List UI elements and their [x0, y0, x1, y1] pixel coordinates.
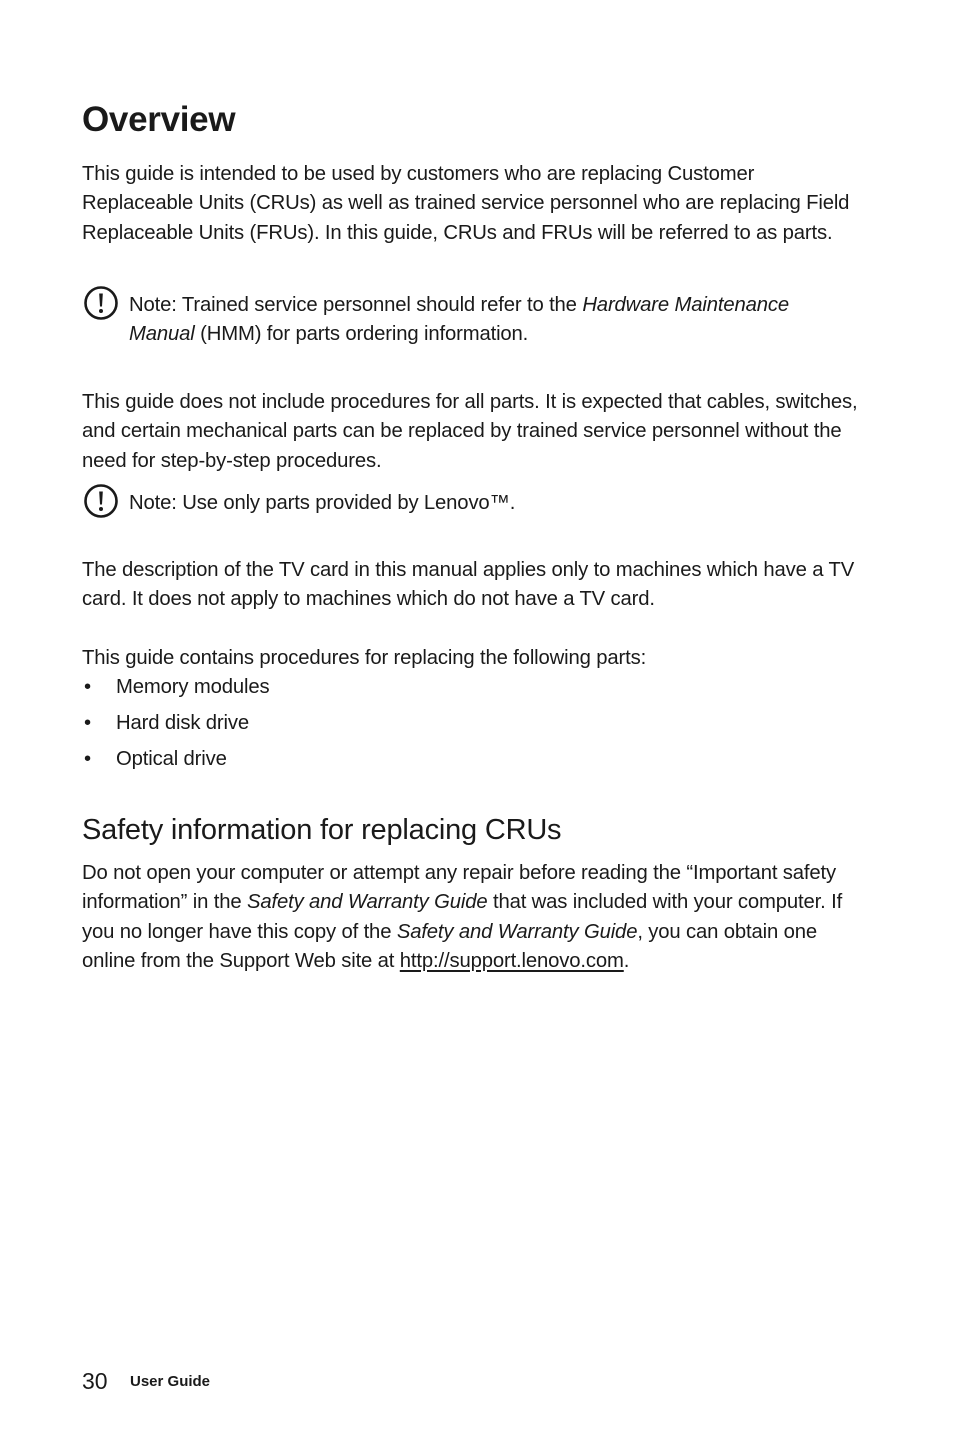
list-item — [82, 745, 269, 781]
attention-icon — [83, 483, 119, 519]
note-label: Note: — [129, 492, 177, 514]
safety-text-2: that was included with your computer. If you no longer have this copy of the — [82, 891, 843, 943]
bullet: • — [84, 748, 91, 770]
list-item-label: Memory modules — [116, 676, 270, 698]
bullet: • — [84, 676, 91, 698]
note-body: Use only parts provided by Lenovo™. — [176, 492, 516, 514]
safety-text-4: . — [623, 949, 630, 972]
note-label: Note: — [129, 294, 177, 316]
bullet: • — [84, 712, 91, 734]
note-text — [129, 489, 859, 518]
parts-intro: This guide contains procedures for replacing the following parts: — [82, 647, 647, 669]
tv-card-paragraph: The description of the TV card in this manual applies only to machines which have a TV card. It does not apply to machines which do not have a TV card. — [82, 559, 855, 611]
list-item — [82, 709, 269, 745]
page-number: 30 — [82, 1368, 108, 1394]
list-item — [82, 673, 269, 709]
hmm-title: Hardware Maintenance Manual — [129, 294, 789, 346]
note-body-after: (HMM) for parts ordering information. — [194, 323, 529, 346]
note-body-before: Trained service personnel should refer to the — [176, 294, 583, 316]
guide-title: Safety and Warranty Guide — [246, 891, 488, 914]
safety-paragraph — [82, 859, 862, 976]
safety-text-1: Do not open your computer or attempt any repair before reading the “Important safety information” in the — [82, 862, 836, 914]
scope-paragraph: This guide does not include procedures for all parts. It is expected that cables, switches, and certain mechanical parts can be replaced by trained service personnel without the need for step-by-step procedures. — [82, 391, 858, 472]
guide-title: Safety and Warranty Guide — [396, 920, 638, 943]
attention-icon — [83, 285, 119, 321]
list-item-label: Hard disk drive — [116, 712, 250, 734]
safety-text-3: , you can obtain one online from the Support Web site at — [82, 920, 817, 972]
list-item-label: Optical drive — [116, 748, 227, 770]
parts-list — [82, 673, 269, 781]
page-title: Overview — [82, 100, 236, 139]
note-text — [129, 291, 859, 350]
support-link[interactable]: http://support.lenovo.com — [399, 949, 624, 972]
intro-paragraph: This guide is intended to be used by customers who are replacing Customer Replaceable Units (CRUs) as well as trained service personnel who are replacing Field Replaceable Units (FRUs). In this guide, CRUs and FRUs will be referred to as parts. — [82, 163, 850, 244]
section-title-safety: Safety information for replacing CRUs — [82, 814, 562, 846]
document-title: User Guide — [130, 1373, 211, 1390]
